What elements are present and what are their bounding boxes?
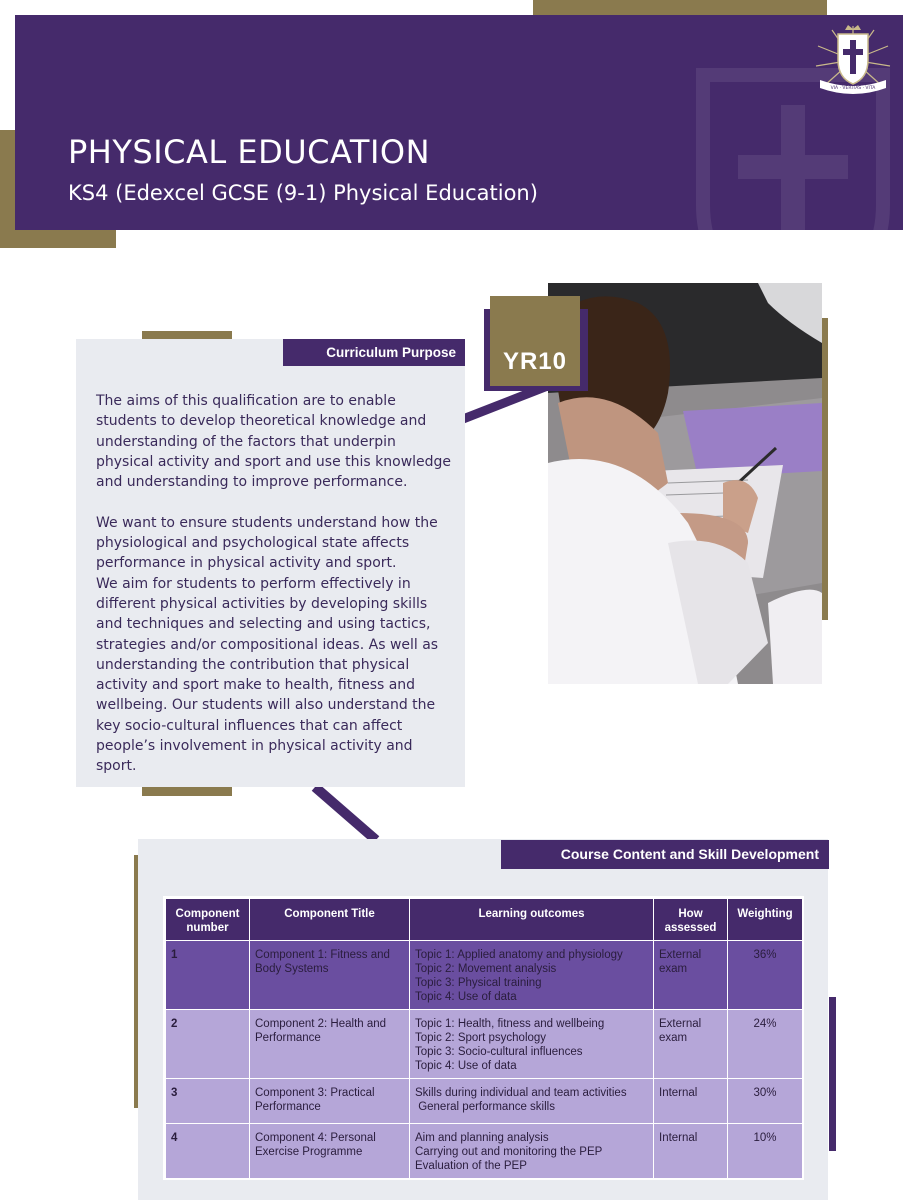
svg-text:VIA · VERITAS · VITA: VIA · VERITAS · VITA [830,86,876,91]
course-table-wrapper [163,896,804,1180]
column-header: Weighting [728,899,803,941]
weighting: 30% [728,1079,803,1124]
weighting: 10% [728,1124,803,1179]
gold-bar-bottom [142,787,232,796]
curriculum-purpose-text [96,391,454,777]
table-row [166,941,803,1010]
gold-accent-top [533,0,827,15]
outcome-line: Topic 4: Use of data [415,1060,517,1072]
outcome-line: General performance skills [415,1101,555,1113]
table-row [166,1079,803,1124]
weighting: 36% [728,941,803,1010]
outcome-line: Topic 1: Applied anatomy and physiology [415,949,623,961]
purpose-paragraph: We aim for students to perform effectively in different physical activities by developing skills and techniques and selecting and using tactics, strategies and/or compositional ideas. As well as understanding the contribution that physical activity and sport make to health, fitness and wellbeing. Our students will also understand the key socio-cultural influences that can affect people’s involvement in physical activity and sport. [96,575,439,775]
outcome-line: Evaluation of the PEP [415,1160,527,1172]
table-header-row [166,899,803,941]
table-row [166,1010,803,1079]
outcome-line: Topic 2: Sport psychology [415,1032,547,1044]
column-header: Component Title [250,899,410,941]
purpose-paragraph: We want to ensure students understand how the physiological and psychological state affects performance in physical activity and sport. [96,514,438,572]
component-title: Component 3: Practical Performance [250,1079,410,1124]
outcome-line: Topic 3: Physical training [415,977,542,989]
course-table [165,898,803,1179]
learning-outcomes [410,941,654,1010]
component-number: 3 [166,1079,250,1124]
column-header: Learning outcomes [410,899,654,941]
course-content-label: Course Content and Skill Development [501,840,829,869]
component-title: Component 4: Personal Exercise Programme [250,1124,410,1179]
purpose-paragraph: The aims of this qualification are to enable students to develop theoretical knowledge and understanding of the factors that underpin physical activity and sport and use this knowledge and understanding to improve performance. [96,393,452,491]
component-number: 2 [166,1010,250,1079]
outcome-line: Topic 4: Use of data [415,991,517,1003]
student-writing-photo [548,283,822,684]
outcome-line: Topic 3: Socio-cultural influences [415,1046,583,1058]
learning-outcomes [410,1079,654,1124]
component-number: 4 [166,1124,250,1179]
component-title: Component 2: Health and Performance [250,1010,410,1079]
year-badge: YR10 [490,296,580,386]
outcome-line: Aim and planning analysis [415,1132,549,1144]
learning-outcomes [410,1124,654,1179]
outcome-line: Topic 1: Health, fitness and wellbeing [415,1018,605,1030]
learning-outcomes [410,1010,654,1079]
how-assessed: External exam [654,1010,728,1079]
outcome-line: Carrying out and monitoring the PEP [415,1146,603,1158]
how-assessed: Internal [654,1079,728,1124]
weighting: 24% [728,1010,803,1079]
column-header: How assessed [654,899,728,941]
curriculum-purpose-label: Curriculum Purpose [283,339,465,366]
page-title: PHYSICAL EDUCATION [68,133,431,171]
purple-bar-course [829,997,836,1151]
component-number: 1 [166,941,250,1010]
column-header: Component number [166,899,250,941]
outcome-line: Topic 2: Movement analysis [415,963,557,975]
outcome-line: Skills during individual and team activities [415,1087,627,1099]
page-subtitle: KS4 (Edexcel GCSE (9-1) Physical Education) [68,181,538,205]
how-assessed: Internal [654,1124,728,1179]
school-crest-icon [812,22,894,98]
table-row [166,1124,803,1179]
how-assessed: External exam [654,941,728,1010]
component-title: Component 1: Fitness and Body Systems [250,941,410,1010]
